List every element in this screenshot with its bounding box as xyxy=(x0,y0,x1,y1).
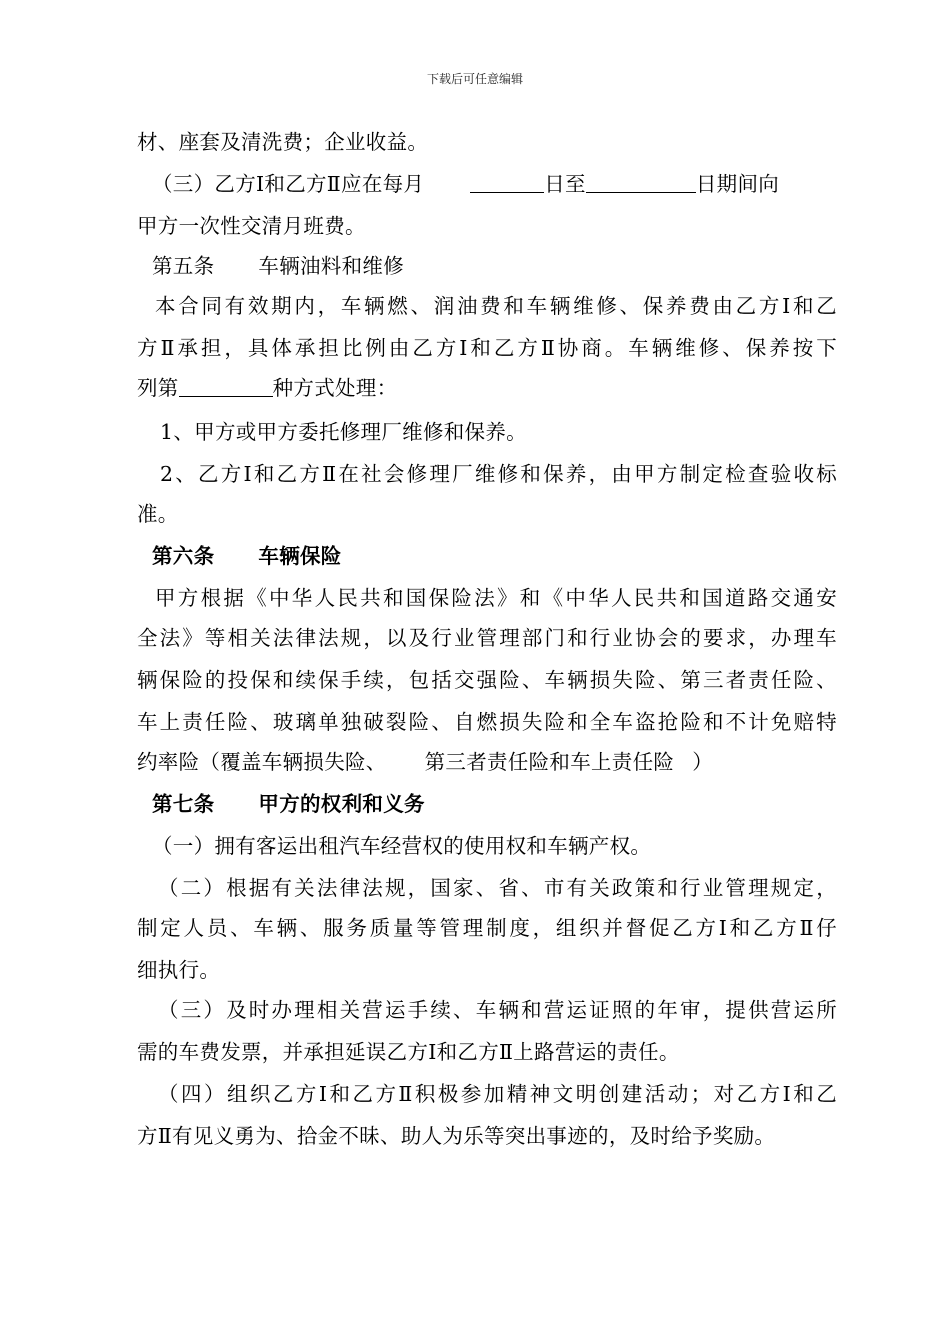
text-line: （一）拥有客运出租汽车经营权的使用权和车辆产权。 xyxy=(152,834,652,858)
text-line: 甲方一次性交清月班费。 xyxy=(137,214,366,238)
text-line: 车上责任险、玻璃单独破裂险、自燃损失险和全车盗抢险和不计免赔特 xyxy=(137,710,837,734)
article-number: 第六条 xyxy=(152,544,215,568)
text-span: 种方式处理： xyxy=(272,376,398,400)
blank-field xyxy=(179,374,273,397)
text-span: 约率险（覆盖车辆损失险、 xyxy=(137,750,387,774)
article-number: 第七条 xyxy=(152,792,215,816)
text-line: 方Ⅱ有见义勇为、拾金不昧、助人为乐等突出事迹的，及时给予奖励。 xyxy=(137,1124,776,1148)
blank-field xyxy=(586,170,696,193)
text-span: （三）乙方Ⅰ和乙方Ⅱ应在每月 xyxy=(152,172,425,196)
article-heading xyxy=(152,542,852,570)
text-line xyxy=(152,170,837,198)
text-span: 日期间向 xyxy=(695,172,780,196)
text-line: 材、座套及清洗费；企业收益。 xyxy=(137,130,429,154)
text-span: 列第 xyxy=(137,376,179,400)
text-span: 第三者责任险和车上责任险 xyxy=(424,750,675,774)
text-line: 需的车费发票，并承担延误乙方Ⅰ和乙方Ⅱ上路营运的责任。 xyxy=(137,1040,680,1064)
text-line: 辆保险的投保和续保手续，包括交强险、车辆损失险、第三者责任险、 xyxy=(137,668,837,692)
page-header: 下载后可任意编辑 xyxy=(426,72,523,86)
article-title: 车辆保险 xyxy=(258,544,342,568)
text-line: 方Ⅱ承担，具体承担比例由乙方Ⅰ和乙方Ⅱ协商。车辆维修、保养按下 xyxy=(137,336,837,360)
article-title: 车辆油料和维修 xyxy=(258,254,405,278)
text-line: 2、乙方Ⅰ和乙方Ⅱ在社会修理厂维修和保养，由甲方制定检查验收标 xyxy=(160,462,837,486)
text-line: 1、甲方或甲方委托修理厂维修和保养。 xyxy=(160,420,527,444)
text-line xyxy=(137,374,837,402)
text-line: 全法》等相关法律法规，以及行业管理部门和行业协会的要求，办理车 xyxy=(137,626,837,650)
text-span: 日至 xyxy=(544,172,586,196)
text-line: 甲方根据《中华人民共和国保险法》和《中华人民共和国道路交通安 xyxy=(155,586,837,610)
text-span: ） xyxy=(692,750,714,774)
text-line: 准。 xyxy=(137,502,179,526)
blank-field xyxy=(470,170,544,193)
article-number: 第五条 xyxy=(152,254,215,278)
text-line: （三）及时办理相关营运手续、车辆和营运证照的年审，提供营运所 xyxy=(158,998,837,1022)
text-line: 制定人员、车辆、服务质量等管理制度，组织并督促乙方Ⅰ和乙方Ⅱ仔 xyxy=(137,916,837,940)
text-line xyxy=(137,748,837,776)
article-heading xyxy=(152,252,852,280)
article-heading xyxy=(152,790,852,818)
text-line: （二）根据有关法律法规，国家、省、市有关政策和行业管理规定， xyxy=(158,876,837,900)
text-line: （四）组织乙方Ⅰ和乙方Ⅱ积极参加精神文明创建活动；对乙方Ⅰ和乙 xyxy=(158,1082,837,1106)
text-line: 本合同有效期内，车辆燃、润油费和车辆维修、保养费由乙方Ⅰ和乙 xyxy=(155,294,837,318)
article-title: 甲方的权利和义务 xyxy=(258,792,425,816)
text-line: 细执行。 xyxy=(137,958,221,982)
